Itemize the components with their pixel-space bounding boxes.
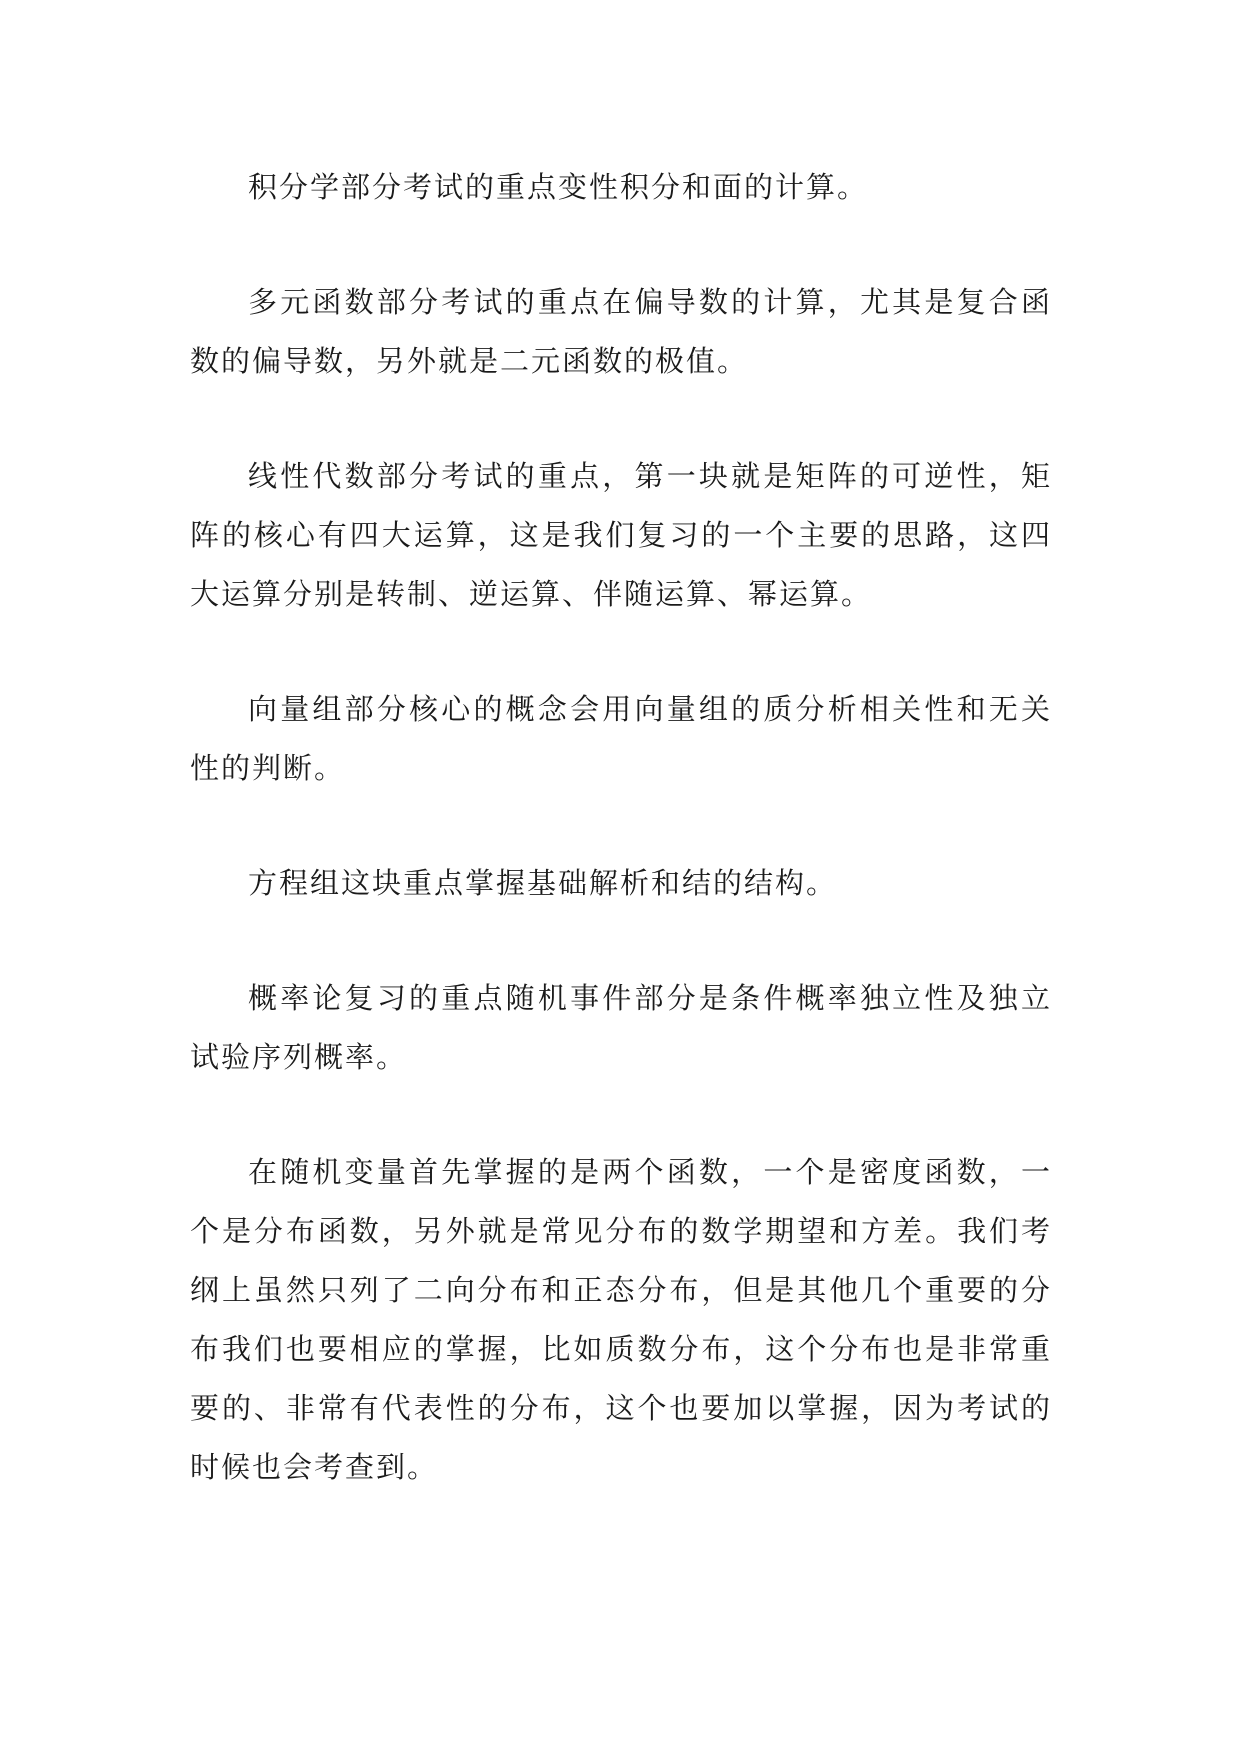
paragraph-vector-groups: 向量组部分核心的概念会用向量组的质分析相关性和无关性的判断。 — [190, 692, 1052, 785]
document-body — [190, 158, 1052, 1553]
paragraph-linear-algebra: 线性代数部分考试的重点，第一块就是矩阵的可逆性，矩阵的核心有四大运算，这是我们复习的一个主要的思路，这四大运算分别是转制、逆运算、伴随运算、幂运算。 — [190, 459, 1052, 611]
paragraph-random-variables: 在随机变量首先掌握的是两个函数，一个是密度函数，一个是分布函数，另外就是常见分布的数学期望和方差。我们考纲上虽然只列了二向分布和正态分布，但是其他几个重要的分布我们也要相应的掌握，比如质数分布，这个分布也是非常重要的、非常有代表性的分布，这个也要加以掌握，因为考试的时候也会考查到。 — [190, 1155, 1052, 1484]
paragraph-equation-systems: 方程组这块重点掌握基础解析和结的结构。 — [248, 866, 838, 900]
paragraph-multivariable-functions: 多元函数部分考试的重点在偏导数的计算，尤其是复合函数的偏导数，另外就是二元函数的极值。 — [190, 285, 1052, 378]
paragraph-probability: 概率论复习的重点随机事件部分是条件概率独立性及独立试验序列概率。 — [190, 981, 1052, 1074]
paragraph-integral-calculus: 积分学部分考试的重点变性积分和面的计算。 — [248, 170, 869, 204]
